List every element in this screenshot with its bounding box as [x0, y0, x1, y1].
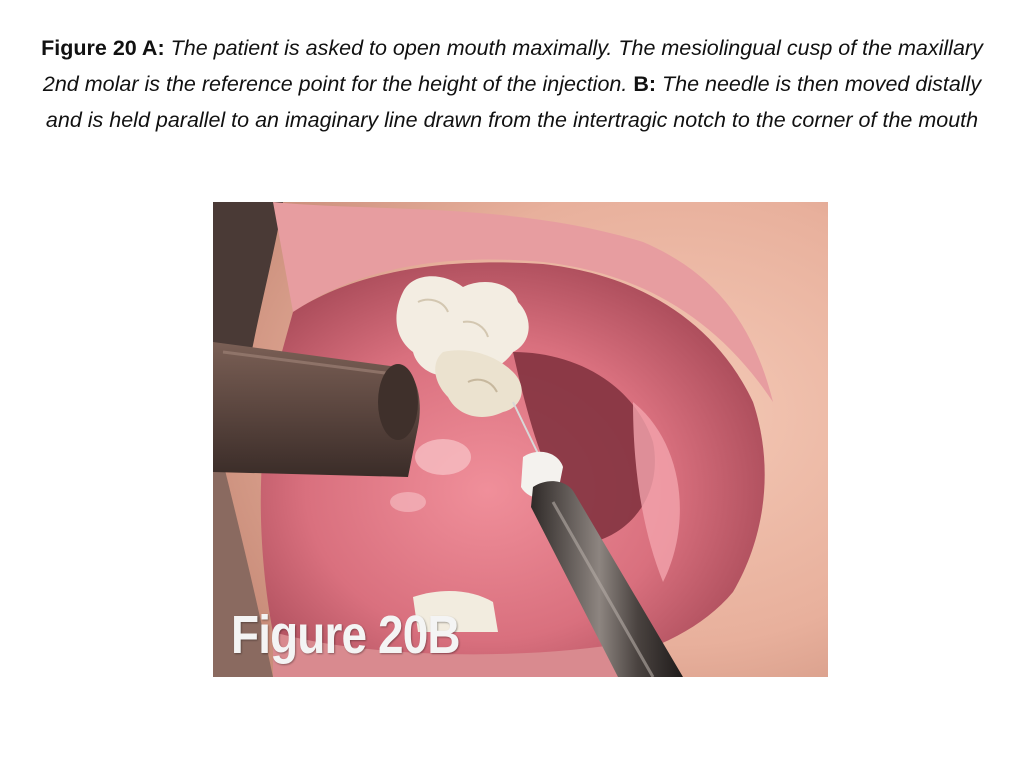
- gum-highlight: [415, 439, 471, 475]
- caption-part-b-label: B:: [633, 72, 656, 96]
- intraoral-photo: [213, 202, 828, 677]
- figure-20b-label: Figure 20B: [231, 605, 460, 665]
- caption-part-a-text: The patient is asked to open mouth maximally. The mesiolingual cusp of the maxillary 2nd molar is the reference point for the height of the injection.: [42, 36, 983, 96]
- caption-part-b-text: The needle is then moved distally and is held parallel to an imaginary line drawn from the intertragic notch to the corner of the mouth: [45, 72, 982, 132]
- figure-caption: [40, 30, 984, 138]
- caption-part-a-label: Figure 20 A:: [41, 36, 165, 60]
